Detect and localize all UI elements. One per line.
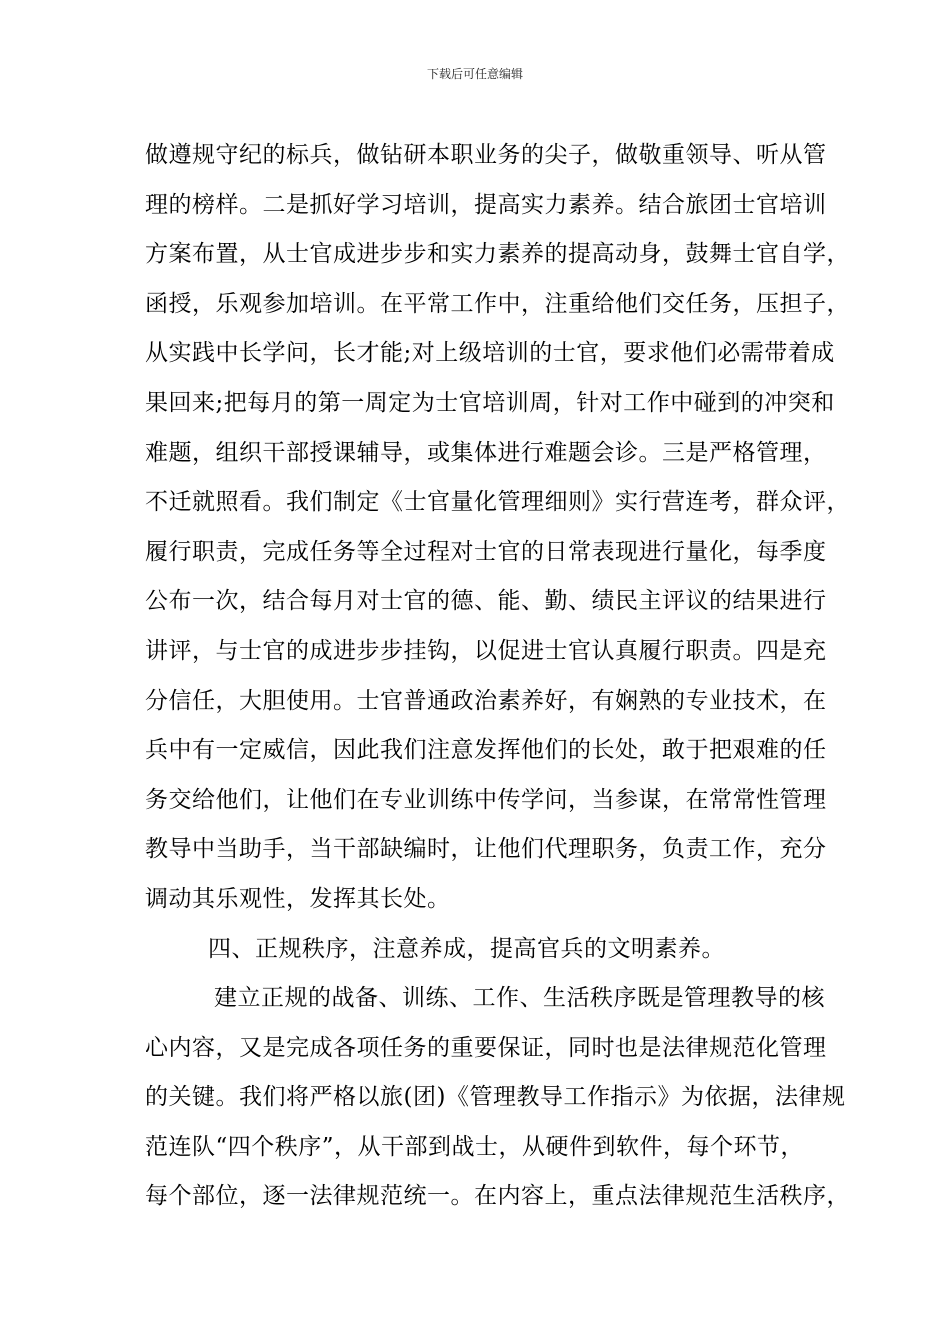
text-line: 方案布置，从士官成进步步和实力素养的提高动身，鼓舞士官自学， [145, 241, 850, 268]
text-line: 心内容，又是完成各项任务的重要保证，同时也是法律规范化管理 [145, 1034, 827, 1061]
text-line: 做遵规守纪的标兵，做钻研本职业务的尖子，做敬重领导、听从管 [145, 142, 827, 168]
text-line: 从实践中长学问，长才能;对上级培训的士官，要求他们必需带着成 [145, 340, 835, 367]
text-line: 不迁就照看。我们制定《士官量化管理细则》实行营连考，群众评， [145, 489, 850, 516]
text-line: 调动其乐观性，发挥其长处。 [145, 885, 451, 912]
text-line: 果回来;把每月的第一周定为士官培训周，针对工作中碰到的冲突和 [145, 389, 835, 416]
section-heading: 四、正规秩序，注意养成，提高官兵的文明素养。 [208, 935, 725, 962]
text-line: 的关键。我们将严格以旅(团)《管理教导工作指示》为依据，法律规 [145, 1084, 846, 1111]
text-line: 每个部位，逐一法律规范统一。在内容上，重点法律规范生活秩序， [145, 1183, 850, 1210]
text-line: 难题，组织干部授课辅导，或集体进行难题会诊。三是严格管理， [145, 439, 827, 466]
text-line: 讲评，与士官的成进步步挂钩，以促进士官认真履行职责。四是充 [145, 637, 827, 664]
text-line: 函授，乐观参加培训。在平常工作中，注重给他们交任务，压担子， [145, 290, 850, 317]
text-line: 理的榜样。二是抓好学习培训，提高实力素养。结合旅团士官培训 [145, 191, 827, 218]
text-line: 务交给他们，让他们在专业训练中传学问，当参谋，在常常性管理 [145, 786, 827, 813]
text-line: 兵中有一定威信，因此我们注意发挥他们的长处，敢于把艰难的任 [145, 737, 827, 764]
text-line: 范连队“四个秩序”，从干部到战士，从硬件到软件，每个环节， [145, 1133, 805, 1160]
text-line: 公布一次，结合每月对士官的德、能、勤、绩民主评议的结果进行 [145, 588, 827, 615]
document-body [145, 131, 850, 1222]
page-header: 下载后可任意编辑 [426, 67, 523, 81]
text-line: 教导中当助手，当干部缺编时，让他们代理职务，负责工作，充分 [145, 836, 827, 863]
paragraph-first-line: 建立正规的战备、训练、工作、生活秩序既是管理教导的核 [214, 985, 825, 1012]
text-line: 履行职责，完成任务等全过程对士官的日常表现进行量化，每季度 [145, 538, 827, 565]
text-line: 分信任，大胆使用。士官普通政治素养好，有娴熟的专业技术，在 [145, 687, 827, 714]
